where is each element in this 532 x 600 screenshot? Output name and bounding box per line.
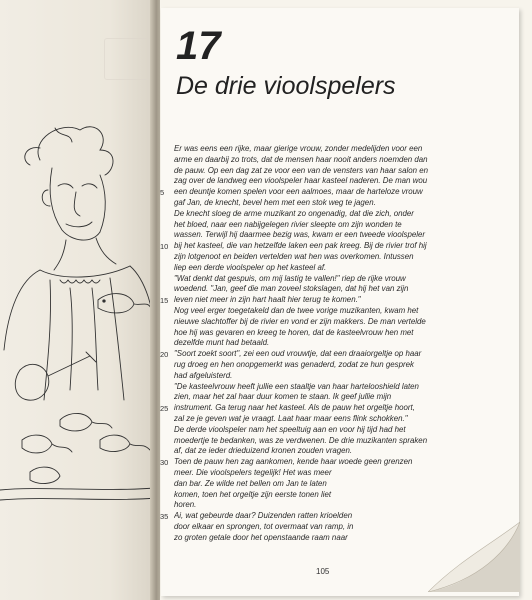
text-line: zag over de landweg een vioolspeler haar kasteel naderen. De man wou	[174, 176, 428, 186]
text-line: had afgeluisterd.	[174, 370, 233, 380]
bleed-through-box	[104, 38, 150, 80]
text-line: "Soort zoekt soort", zei een oud vrouwtje, dat een draaiorgeltje op haar	[174, 349, 422, 359]
text-line: De derde vioolspeler nam het speeltuig aan en voor hij tijd had het	[174, 424, 406, 434]
text-line: zien, maar het zal haar duur komen te staan. Ik geef jullie mijn	[174, 392, 392, 402]
woman-with-rats-illustration	[0, 120, 156, 510]
text-line: De knecht sloeg de arme muzikant zo ongenadig, dat die zich, onder	[174, 208, 414, 218]
text-line: door elkaar en sprongen, tot overmaat van ramp, in	[174, 521, 354, 531]
line-number: 30	[160, 458, 169, 468]
line-number: 10	[160, 242, 169, 252]
text-line: moedertje te bedanken, was ze verdwenen. De drie muzikanten spraken	[174, 435, 428, 445]
text-line: bij het kasteel, die van hetzelfde laken een pak kreeg. Bij de rivier trof hij	[174, 241, 427, 251]
text-line: woedend. "Jan, geef die man zoveel stokslagen, dat hij het van zijn	[174, 284, 409, 294]
text-line: dan bar. Ze wilde net bellen om Jan te laten	[174, 478, 327, 488]
text-line: wassen. Terwijl hij daarmee bezig was, kwam er een tweede vioolspeler	[174, 230, 426, 240]
text-line: af, dat ze ieder drieduizend kronen zouden vragen.	[174, 446, 353, 456]
text-line: hoe hij was gevaren en kreeg te horen, dat de kasteelvrouw hen met	[174, 327, 414, 337]
line-number: 15	[160, 296, 169, 306]
text-line: de pauw. Op een dag zat ze voor een van de vensters van haar salon en	[174, 165, 428, 175]
text-line: Er was eens een rijke, maar gierige vrouw, zonder medelijden voor een	[174, 144, 423, 153]
text-line: Toen de pauw hen zag aankomen, kende haar woede geen grenzen	[174, 457, 413, 467]
text-line: zijn lotgenoot en beiden vertelden wat hen was overkomen. Intussen	[174, 251, 414, 261]
chapter-number: 17	[176, 24, 221, 68]
text-line: komen, toen het orgeltje zijn eerste tonen liet	[174, 489, 332, 499]
text-line: zal ze je geven wat je vraagt. Laat haar maar eens flink schokken."	[174, 413, 408, 423]
text-line: "De kasteelvrouw heeft jullie een staaltje van haar hartelooshield laten	[174, 381, 419, 391]
text-line: het bloed, naar een nabijgelegen rivier sleepte om zijn wonden te	[174, 219, 402, 229]
chapter-title: De drie vioolspelers	[176, 72, 396, 100]
text-line: rug droeg en hen onopgemerkt was genaderd, zodat ze hun gesprek	[174, 359, 414, 369]
text-line: Nog veel erger toegetakeld dan de twee vorige muzikanten, kwam het	[174, 305, 419, 315]
text-line: "Wat denkt dat gespuis, om mij lastig te vallen!" riep de rijke vrouw	[174, 273, 406, 283]
text-line: zo groten getale door het openstaande raam naar	[174, 532, 348, 542]
text-line: arme en daarbij zo trots, dat de mensen haar nooit anders noemden dan	[174, 154, 428, 164]
text-line: liep een derde vioolspeler op het kasteel af.	[174, 262, 327, 272]
text-line: gaf Jan, de knecht, bevel hem met een stok weg te jagen.	[174, 197, 376, 207]
page-curl	[428, 522, 520, 592]
page-number: 105	[316, 567, 330, 576]
line-number: 5	[160, 188, 165, 198]
text-line: Ai, wat gebeurde daar? Duizenden ratten krioelden	[174, 511, 353, 521]
text-line: dezelfde munt had betaald.	[174, 338, 270, 348]
text-line: leven niet meer in zijn hart haalt hier terug te komen."	[174, 295, 361, 305]
line-number: 20	[160, 350, 169, 360]
story-text	[174, 144, 474, 543]
line-number: 25	[160, 404, 169, 414]
text-line: een deuntje komen spelen voor een aalmoes, maar de harteloze vrouw	[174, 187, 423, 197]
text-line: horen.	[174, 500, 197, 510]
line-number: 35	[160, 512, 169, 522]
left-page	[0, 0, 156, 600]
text-line: nieuwe slachtoffer bij de rivier en vond er zijn makkers. De man vertelde	[174, 316, 426, 326]
text-line: instrument. Ga terug naar het kasteel. Als de pauw het orgeltje hoort,	[174, 403, 415, 413]
text-line: meer. Die vioolspelers tegelijk! Het was meer	[174, 467, 332, 477]
